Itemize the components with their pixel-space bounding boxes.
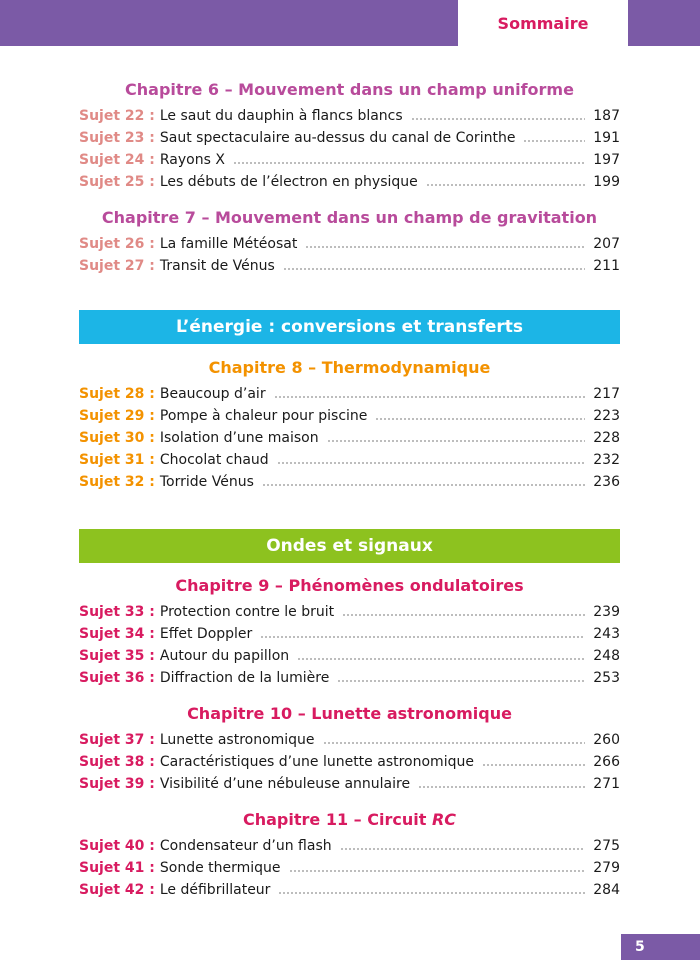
dot-leader xyxy=(260,627,585,638)
toc-row[interactable] xyxy=(79,773,620,795)
sommaire-tab[interactable] xyxy=(458,0,628,46)
toc-row[interactable] xyxy=(79,601,620,623)
sujet-title: Visibilité d’une nébuleuse annulaire xyxy=(159,776,411,792)
page-number: 260 xyxy=(593,732,620,748)
chapter-6-title: Chapitre 6 – Mouvement dans un champ uniforme xyxy=(125,80,574,99)
toc-row[interactable] xyxy=(79,835,620,857)
sujet-number: Sujet 40 : xyxy=(79,838,155,854)
sujet-title: Chocolat chaud xyxy=(159,452,269,468)
dot-leader xyxy=(262,475,585,486)
sujet-title: Effet Doppler xyxy=(159,626,253,642)
sujet-title: Beaucoup d’air xyxy=(159,386,266,402)
page-number: 239 xyxy=(593,604,620,620)
dot-leader xyxy=(337,671,585,682)
dot-leader xyxy=(233,153,585,164)
chapter-11-title-prefix: Chapitre 11 – Circuit xyxy=(243,810,432,829)
toc-row[interactable] xyxy=(79,879,620,901)
sujet-number: Sujet 41 : xyxy=(79,860,155,876)
toc-row[interactable] xyxy=(79,623,620,645)
sujet-number: Sujet 23 : xyxy=(79,130,155,146)
dot-leader xyxy=(523,131,585,142)
sujet-number: Sujet 28 : xyxy=(79,386,155,402)
sommaire-tab-label: Sommaire xyxy=(497,13,589,33)
sujet-title: Les débuts de l’électron en physique xyxy=(159,174,418,190)
sujet-title: Isolation d’une maison xyxy=(159,430,319,446)
sujet-number: Sujet 36 : xyxy=(79,670,155,686)
dot-leader xyxy=(277,453,586,464)
page-number: 236 xyxy=(593,474,620,490)
chapter-11-title xyxy=(79,808,620,832)
sujet-number: Sujet 35 : xyxy=(79,648,155,664)
dot-leader xyxy=(426,175,586,186)
sujet-number: Sujet 29 : xyxy=(79,408,155,424)
sujet-number: Sujet 24 : xyxy=(79,152,155,168)
chapter-11-block xyxy=(79,808,620,901)
dot-leader xyxy=(482,755,585,766)
page-number: 211 xyxy=(593,258,620,274)
toc-row[interactable] xyxy=(79,645,620,667)
footer-page-number xyxy=(621,934,700,960)
sujet-title: Sonde thermique xyxy=(159,860,281,876)
chapter-8-title: Chapitre 8 – Thermodynamique xyxy=(208,358,491,377)
sujet-number: Sujet 30 : xyxy=(79,430,155,446)
sujet-title: Pompe à chaleur pour piscine xyxy=(159,408,368,424)
toc-row[interactable] xyxy=(79,857,620,879)
chapter-11-title-rc: RC xyxy=(431,810,456,829)
dot-leader xyxy=(342,605,585,616)
chapter-6-block xyxy=(79,78,620,193)
page-number: 217 xyxy=(593,386,620,402)
sujet-title: Rayons X xyxy=(159,152,225,168)
sujet-title: Le défibrillateur xyxy=(159,882,271,898)
page-number: 228 xyxy=(593,430,620,446)
sujet-number: Sujet 31 : xyxy=(79,452,155,468)
toc-row[interactable] xyxy=(79,255,620,277)
sujet-title: La famille Météosat xyxy=(159,236,298,252)
sujet-title: Le saut du dauphin à flancs blancs xyxy=(159,108,403,124)
page-number: 191 xyxy=(593,130,620,146)
dot-leader xyxy=(327,431,586,442)
page-number: 199 xyxy=(593,174,620,190)
dot-leader xyxy=(274,387,586,398)
footer-page-number-text: 5 xyxy=(635,939,645,955)
sujet-title: Protection contre le bruit xyxy=(159,604,335,620)
sujet-title: Saut spectaculaire au-dessus du canal de Corinthe xyxy=(159,130,516,146)
chapter-7-title: Chapitre 7 – Mouvement dans un champ de gravitation xyxy=(101,208,598,227)
sujet-title: Diffraction de la lumière xyxy=(159,670,330,686)
page-number: 207 xyxy=(593,236,620,252)
sujet-number: Sujet 37 : xyxy=(79,732,155,748)
page-number: 275 xyxy=(593,838,620,854)
toc-row[interactable] xyxy=(79,127,620,149)
chapter-10-block xyxy=(79,702,620,795)
dot-leader xyxy=(278,883,585,894)
page-number: 248 xyxy=(593,648,620,664)
dot-leader xyxy=(411,109,586,120)
chapter-9-title: Chapitre 9 – Phénomènes ondulatoires xyxy=(175,576,524,595)
page-number: 279 xyxy=(593,860,620,876)
page-number: 243 xyxy=(593,626,620,642)
sujet-title: Lunette astronomique xyxy=(159,732,315,748)
toc-row[interactable] xyxy=(79,105,620,127)
sujet-number: Sujet 26 : xyxy=(79,236,155,252)
chapter-9-block xyxy=(79,574,620,689)
sujet-number: Sujet 39 : xyxy=(79,776,155,792)
toc-row[interactable] xyxy=(79,149,620,171)
chapter-8-block xyxy=(79,356,620,493)
toc-row[interactable] xyxy=(79,667,620,689)
toc-row[interactable] xyxy=(79,751,620,773)
sujet-title: Transit de Vénus xyxy=(159,258,275,274)
sujet-number: Sujet 38 : xyxy=(79,754,155,770)
section-ondes-bar xyxy=(79,529,620,563)
dot-leader xyxy=(418,777,585,788)
page-number: 266 xyxy=(593,754,620,770)
sujet-title: Condensateur d’un flash xyxy=(159,838,332,854)
toc-row[interactable] xyxy=(79,233,620,255)
section-energie-bar xyxy=(79,310,620,344)
toc-row[interactable] xyxy=(79,449,620,471)
sujet-title: Torride Vénus xyxy=(159,474,254,490)
page-number: 271 xyxy=(593,776,620,792)
dot-leader xyxy=(340,839,586,850)
chapter-7-block xyxy=(79,206,620,277)
sujet-number: Sujet 32 : xyxy=(79,474,155,490)
sujet-title: Caractéristiques d’une lunette astronomique xyxy=(159,754,474,770)
dot-leader xyxy=(375,409,585,420)
page-number: 253 xyxy=(593,670,620,686)
toc-row[interactable] xyxy=(79,171,620,193)
sujet-number: Sujet 27 : xyxy=(79,258,155,274)
toc-row[interactable] xyxy=(79,405,620,427)
toc-row[interactable] xyxy=(79,471,620,493)
section-energie-label: L’énergie : conversions et transferts xyxy=(175,317,524,337)
dot-leader xyxy=(297,649,585,660)
sujet-title: Autour du papillon xyxy=(159,648,290,664)
sujet-number: Sujet 25 : xyxy=(79,174,155,190)
dot-leader xyxy=(305,237,585,248)
page-number: 232 xyxy=(593,452,620,468)
page-number: 197 xyxy=(593,152,620,168)
page-number: 187 xyxy=(593,108,620,124)
dot-leader xyxy=(283,259,585,270)
toc-row[interactable] xyxy=(79,729,620,751)
sujet-number: Sujet 33 : xyxy=(79,604,155,620)
sujet-number: Sujet 22 : xyxy=(79,108,155,124)
chapter-10-title: Chapitre 10 – Lunette astronomique xyxy=(187,704,512,723)
sujet-number: Sujet 42 : xyxy=(79,882,155,898)
section-ondes-label: Ondes et signaux xyxy=(266,536,433,556)
dot-leader xyxy=(289,861,586,872)
toc-row[interactable] xyxy=(79,383,620,405)
page-number: 223 xyxy=(593,408,620,424)
sujet-number: Sujet 34 : xyxy=(79,626,155,642)
page-number: 284 xyxy=(593,882,620,898)
dot-leader xyxy=(323,733,586,744)
toc-row[interactable] xyxy=(79,427,620,449)
